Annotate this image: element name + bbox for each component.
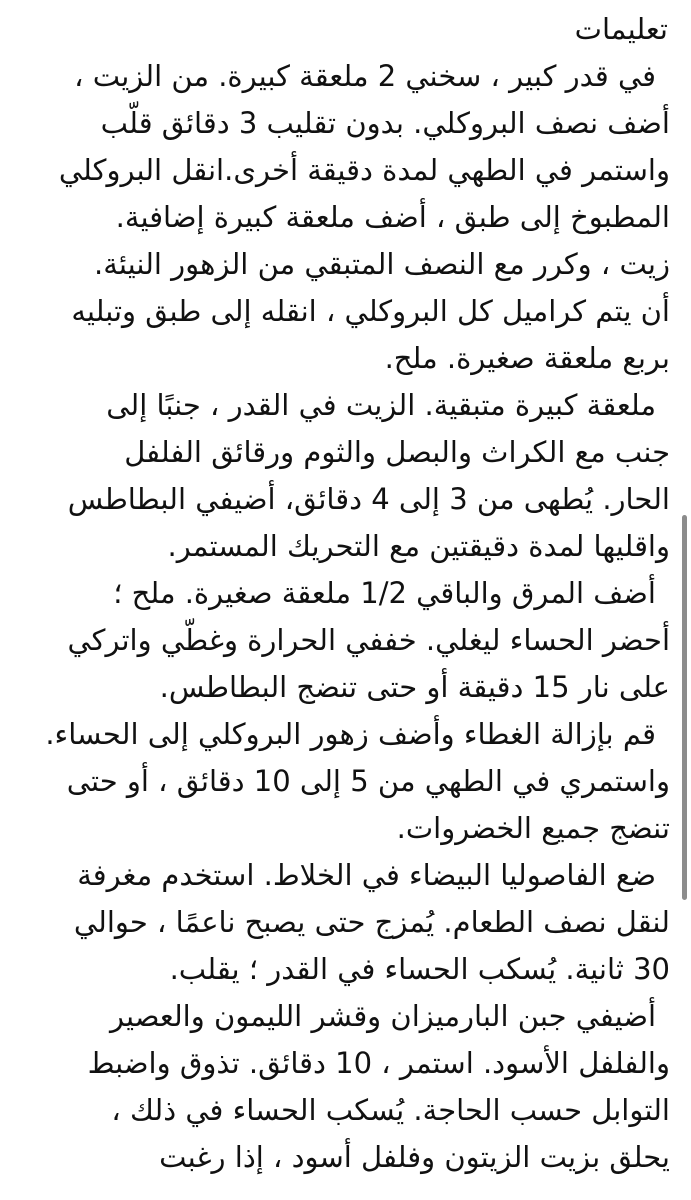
paragraph-line: واقليها لمدة دقيقتين مع التحريك المستمر. <box>167 529 670 563</box>
paragraph-line: الحار. يُطهى من 3 إلى 4 دقائق، أضيفي البطاطس <box>67 482 670 516</box>
paragraph-line: أضيفي جبن البارميزان وقشر الليمون والعصير <box>109 999 656 1033</box>
paragraph-line: واستمر في الطهي لمدة دقيقة أخرى.انقل البروكلي <box>58 153 670 187</box>
paragraph-line: على نار 15 دقيقة أو حتى تنضج البطاطس. <box>159 670 670 704</box>
paragraph-line: والفلفل الأسود. استمر ، 10 دقائق. تذوق واضبط <box>87 1046 670 1080</box>
instruction-paragraph <box>40 852 670 993</box>
paragraph-line: أن يتم كراميل كل البروكلي ، انقله إلى طبق وتبليه <box>71 294 670 328</box>
paragraph-line: تنضج جميع الخضروات. <box>396 811 670 845</box>
paragraph-line: ضع الفاصوليا البيضاء في الخلاط. استخدم مغرفة <box>77 858 656 892</box>
paragraph-line: في قدر كبير ، سخني 2 ملعقة كبيرة. من الزيت ، <box>74 59 656 93</box>
paragraph-line: جنب مع الكراث والبصل والثوم ورقائق الفلفل <box>124 435 670 469</box>
paragraph-line: 30 ثانية. يُسكب الحساء في القدر ؛ يقلب. <box>169 952 670 986</box>
paragraph-line: المطبوخ إلى طبق ، أضف ملعقة كبيرة إضافية. <box>115 200 670 234</box>
paragraph-line: بربع ملعقة صغيرة. ملح. <box>384 341 670 375</box>
instruction-paragraph <box>40 53 670 382</box>
instruction-paragraph <box>40 570 670 711</box>
instruction-paragraph <box>40 382 670 570</box>
page-title: تعليمات <box>574 12 668 46</box>
instruction-paragraph <box>40 711 670 852</box>
paragraph-line: قم بإزالة الغطاء وأضف زهور البروكلي إلى الحساء. <box>45 717 656 751</box>
paragraph-line: أضف المرق والباقي 1/2 ملعقة صغيرة. ملح ؛ <box>113 576 656 610</box>
instruction-paragraph <box>40 993 670 1181</box>
paragraph-line: ملعقة كبيرة متبقية. الزيت في القدر ، جنبًا إلى <box>106 388 656 422</box>
paragraph-line: لنقل نصف الطعام. يُمزج حتى يصبح ناعمًا ، حوالي <box>73 905 670 939</box>
paragraph-line: يحلق بزيت الزيتون وفلفل أسود ، إذا رغبت <box>159 1140 670 1174</box>
paragraph-line: واستمري في الطهي من 5 إلى 10 دقائق ، أو حتى <box>66 764 670 798</box>
paragraph-line: التوابل حسب الحاجة. يُسكب الحساء في ذلك ، <box>111 1093 670 1127</box>
recipe-instructions <box>40 6 670 1181</box>
paragraph-line: أضف نصف البروكلي. بدون تقليب 3 دقائق قلّب <box>100 106 670 140</box>
vertical-scrollbar[interactable] <box>682 515 687 900</box>
paragraph-line: زيت ، وكرر مع النصف المتبقي من الزهور النيئة. <box>94 247 670 281</box>
paragraph-line: أحضر الحساء ليغلي. خففي الحرارة وغطّي واتركي <box>67 623 670 657</box>
